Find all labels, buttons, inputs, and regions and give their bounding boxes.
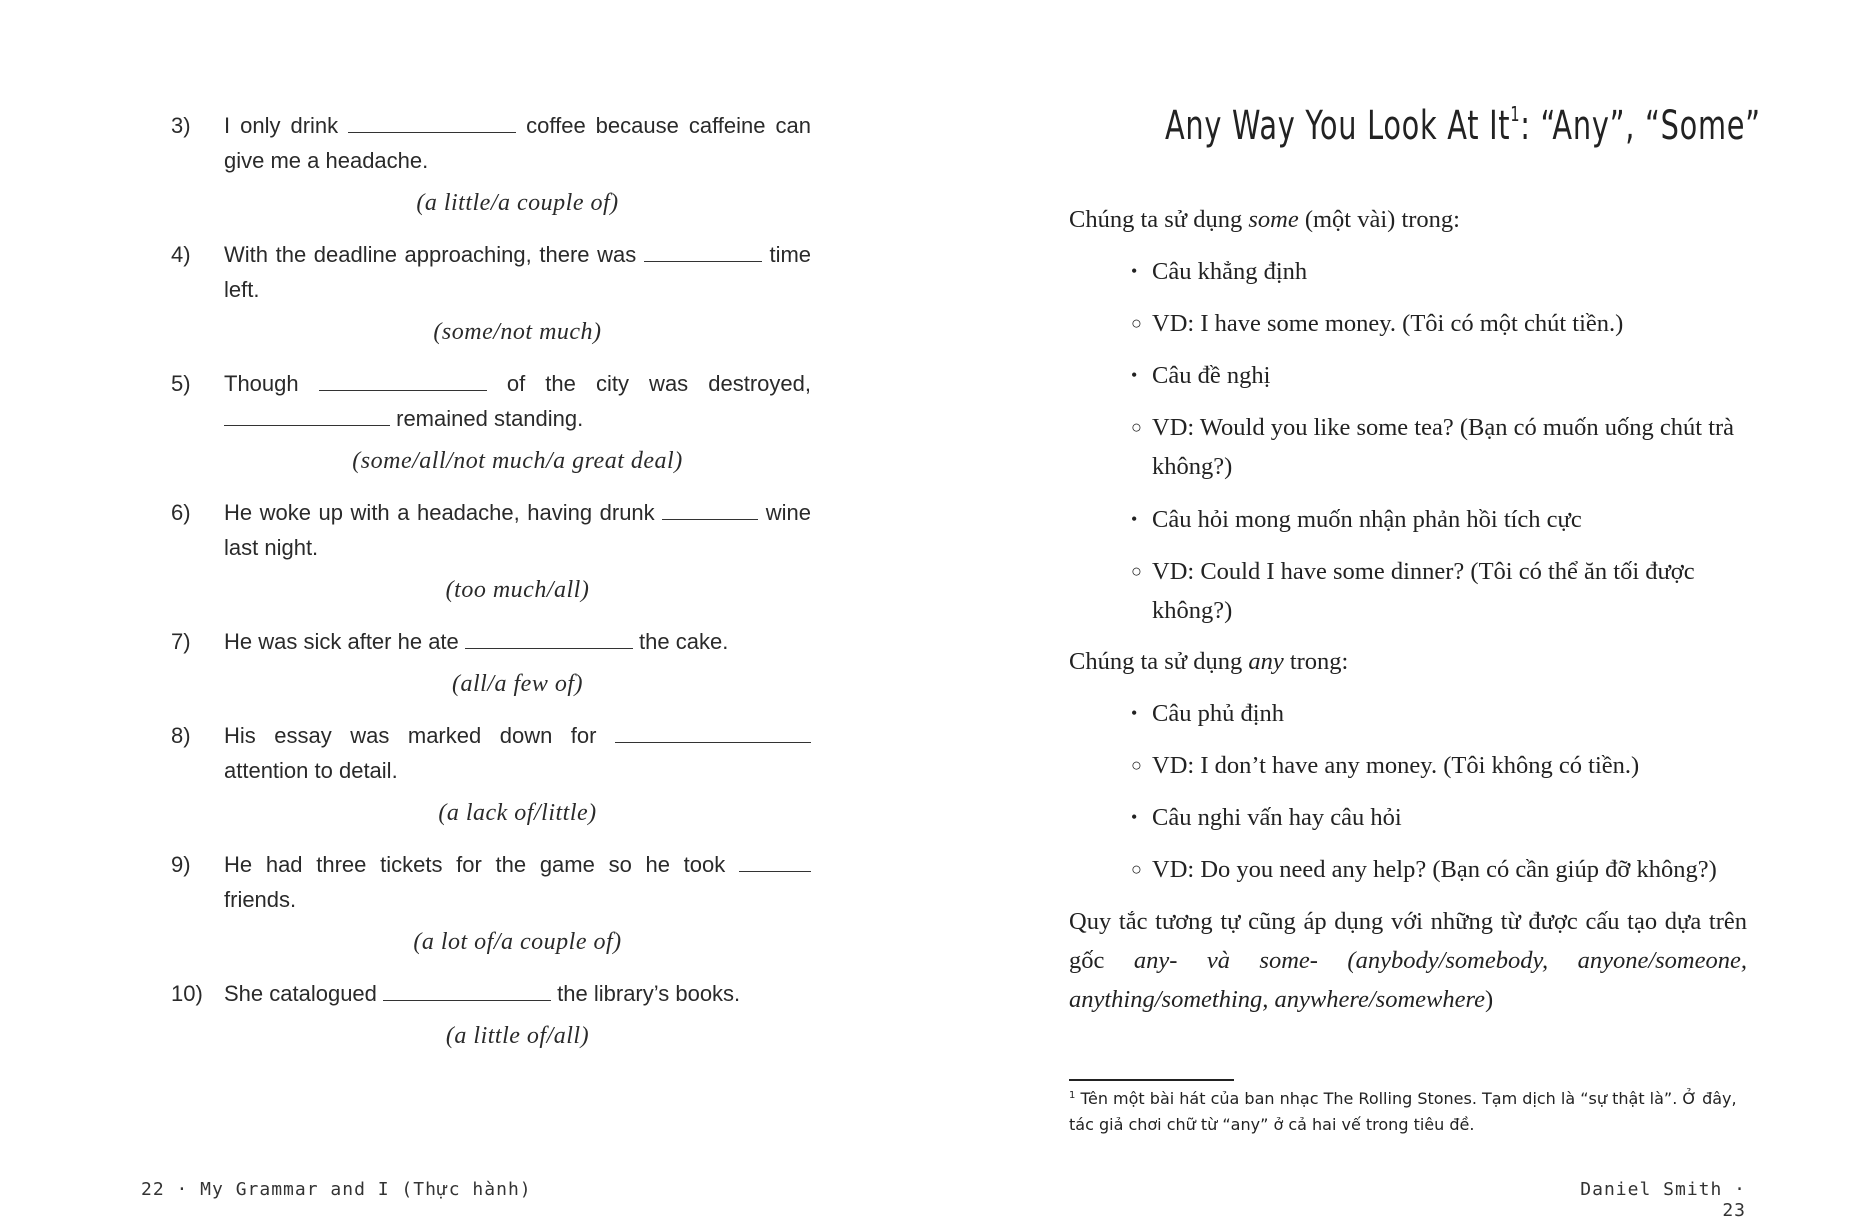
rule-text-end: ) bbox=[1484, 986, 1494, 1013]
exercise-text: attention to detail. bbox=[224, 758, 398, 783]
answer-blank[interactable] bbox=[224, 403, 390, 426]
exercise-text: She catalogued bbox=[224, 981, 377, 1006]
options-3: (a little/a couple of) bbox=[416, 190, 619, 216]
list-item-text: VD: I don’t have any money. (Tôi không có tiền.) bbox=[1152, 752, 1640, 779]
circle-bullet-icon: ○ bbox=[1131, 313, 1142, 333]
circle-bullet-icon: ○ bbox=[1131, 417, 1142, 437]
exercise-number: 4) bbox=[171, 242, 191, 267]
list-item bbox=[1131, 356, 1751, 395]
intro-text: trong: bbox=[1283, 648, 1349, 675]
list-item bbox=[1131, 252, 1751, 291]
rule-text: Quy tắc tương tự cũng áp dụng với những từ được cấu tạo dựa trên gốc bbox=[1069, 908, 1747, 974]
exercise-number: 8) bbox=[171, 723, 191, 748]
title-text: Any Way You Look At It bbox=[1165, 103, 1511, 149]
bullet-icon: • bbox=[1131, 509, 1138, 529]
exercise-text: With the deadline approaching, there was bbox=[224, 242, 637, 267]
exercise-number: 5) bbox=[171, 371, 191, 396]
circle-bullet-icon: ○ bbox=[1131, 755, 1142, 775]
intro-text: (một vài) trong: bbox=[1298, 206, 1460, 233]
answer-blank[interactable] bbox=[319, 368, 487, 391]
list-item bbox=[1131, 408, 1751, 486]
list-item bbox=[1131, 500, 1751, 539]
bullet-icon: • bbox=[1131, 807, 1138, 827]
options-4: (some/not much) bbox=[433, 319, 602, 345]
exercise-3 bbox=[171, 108, 811, 178]
exercise-6 bbox=[171, 495, 811, 565]
rule-examples: any- và some- (anybody/somebody, anyone/someone, anything/something, anywhere/somewhere bbox=[1069, 947, 1747, 1013]
bullet-icon: • bbox=[1131, 703, 1138, 723]
list-item-text: Câu hỏi mong muốn nhận phản hồi tích cực bbox=[1152, 506, 1582, 533]
exercise-text: time left. bbox=[224, 242, 812, 302]
circle-bullet-icon: ○ bbox=[1131, 561, 1142, 581]
exercise-4 bbox=[171, 237, 811, 307]
exercise-text: His essay was marked down for bbox=[224, 723, 597, 748]
footnote bbox=[1069, 1083, 1747, 1138]
list-item bbox=[1131, 798, 1751, 837]
circle-bullet-icon: ○ bbox=[1131, 859, 1142, 879]
list-item-text: VD: I have some money. (Tôi có một chút tiền.) bbox=[1152, 310, 1624, 337]
options-9: (a lot of/a couple of) bbox=[413, 929, 622, 955]
list-item-text: Câu phủ định bbox=[1152, 700, 1285, 727]
exercise-number: 10) bbox=[171, 981, 203, 1006]
options-6: (too much/all) bbox=[445, 577, 590, 603]
answer-blank[interactable] bbox=[465, 626, 633, 649]
exercise-text: He had three tickets for the game so he took bbox=[224, 852, 726, 877]
exercise-text: wine last night. bbox=[224, 500, 812, 560]
options-5: (some/all/not much/a great deal) bbox=[352, 448, 683, 474]
list-item-text: Câu nghi vấn hay câu hỏi bbox=[1152, 804, 1402, 831]
exercise-number: 9) bbox=[171, 852, 191, 877]
exercise-text: the library’s books. bbox=[557, 981, 741, 1006]
options-7: (all/a few of) bbox=[452, 671, 583, 697]
bullet-icon: • bbox=[1131, 365, 1138, 385]
exercise-5 bbox=[171, 366, 811, 436]
list-item-text: Câu khẳng định bbox=[1152, 258, 1308, 285]
answer-blank[interactable] bbox=[662, 497, 758, 520]
answer-blank[interactable] bbox=[739, 849, 811, 872]
list-item bbox=[1131, 746, 1751, 785]
exercise-text: Though bbox=[224, 371, 299, 396]
exercise-7 bbox=[171, 624, 811, 659]
exercise-text: coffee because caffeine can give me a headache. bbox=[224, 113, 811, 173]
list-item bbox=[1131, 850, 1751, 889]
list-item-text: VD: Would you like some tea? (Bạn có muốn uống chút trà không?) bbox=[1152, 414, 1735, 480]
exercise-number: 3) bbox=[171, 113, 191, 138]
rule-paragraph bbox=[1069, 902, 1747, 1019]
exercise-text: of the city was destroyed, bbox=[506, 371, 812, 396]
list-item-text: Câu đề nghị bbox=[1152, 362, 1271, 389]
footnote-number: 1 bbox=[1069, 1090, 1076, 1101]
list-item bbox=[1131, 694, 1751, 733]
keyword-some: some bbox=[1248, 206, 1299, 233]
exercise-10 bbox=[171, 976, 811, 1011]
keyword-any: any bbox=[1248, 648, 1284, 675]
exercise-text: remained standing. bbox=[396, 406, 584, 431]
any-intro bbox=[1069, 642, 1747, 681]
exercise-text: I only drink bbox=[224, 113, 339, 138]
exercise-text: the cake. bbox=[639, 629, 729, 654]
some-intro bbox=[1069, 200, 1747, 239]
answer-blank[interactable] bbox=[615, 720, 811, 743]
exercise-text: He woke up with a headache, having drunk bbox=[224, 500, 655, 525]
list-item-text: VD: Do you need any help? (Bạn có cần giúp đỡ không?) bbox=[1152, 856, 1717, 883]
list-item-text: VD: Could I have some dinner? (Tôi có thể ăn tối được không?) bbox=[1152, 558, 1695, 624]
exercise-text: He was sick after he ate bbox=[224, 629, 459, 654]
bullet-icon: • bbox=[1131, 261, 1138, 281]
title-footnote-ref[interactable]: 1 bbox=[1510, 102, 1521, 126]
section-title bbox=[1165, 102, 1761, 149]
exercise-text: friends. bbox=[224, 887, 297, 912]
exercise-9 bbox=[171, 847, 811, 917]
list-item bbox=[1131, 304, 1751, 343]
list-item bbox=[1131, 552, 1751, 630]
answer-blank[interactable] bbox=[644, 239, 762, 262]
title-text-rest: : “Any”, “Some” bbox=[1520, 103, 1761, 149]
intro-text: Chúng ta sử dụng bbox=[1069, 206, 1249, 233]
exercise-8 bbox=[171, 718, 811, 788]
options-10: (a little of/all) bbox=[445, 1023, 590, 1049]
answer-blank[interactable] bbox=[348, 110, 516, 133]
footnote-divider bbox=[1069, 1079, 1234, 1081]
footnote-text: Tên một bài hát của ban nhạc The Rolling Stones. Tạm dịch là “sự thật là”. Ở đây, tác giả chơi chữ từ “any” ở cả hai vế trong tiêu đề. bbox=[1069, 1089, 1737, 1134]
options-8: (a lack of/little) bbox=[438, 800, 597, 826]
answer-blank[interactable] bbox=[383, 978, 551, 1001]
exercise-number: 6) bbox=[171, 500, 191, 525]
right-page-folio: Daniel Smith · 23 bbox=[1580, 1179, 1746, 1221]
exercise-number: 7) bbox=[171, 629, 191, 654]
intro-text: Chúng ta sử dụng bbox=[1069, 648, 1249, 675]
left-page-folio: 22 · My Grammar and I (Thực hành) bbox=[141, 1179, 532, 1200]
